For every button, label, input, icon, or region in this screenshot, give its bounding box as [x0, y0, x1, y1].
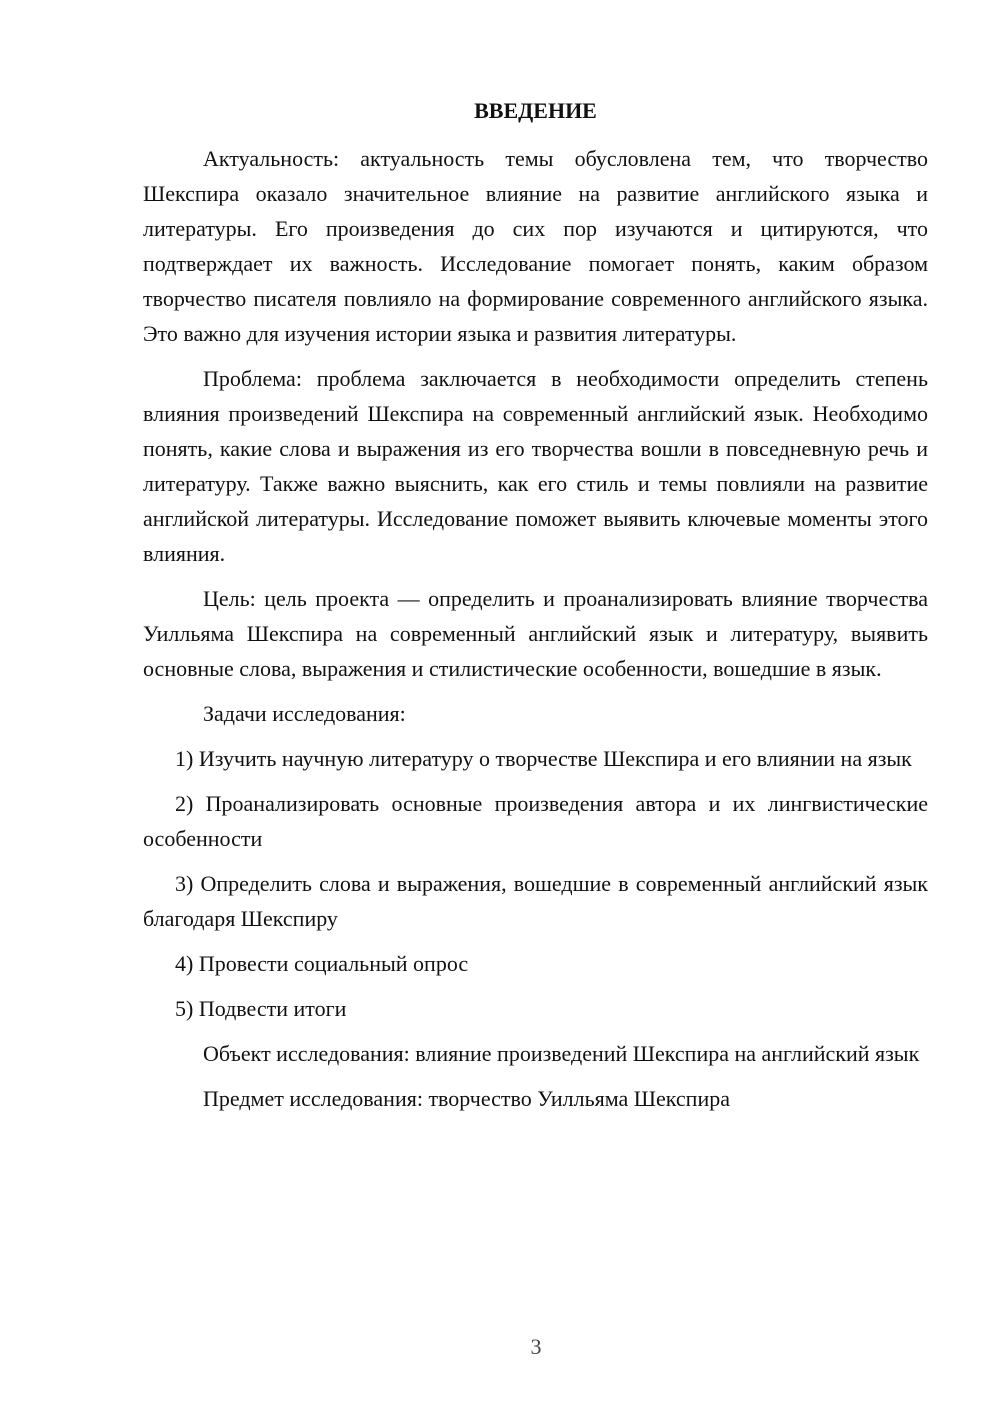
research-subject: Предмет исследования: творчество Уилльяма Шекспира — [203, 1086, 730, 1111]
paragraph-goal: Цель: цель проекта — определить и проанализировать влияние творчества Уилльяма Шекспира на современный английский язык и литературу, выявить основные слова, выражения и стилистические особенности, вошедшие в язык. — [143, 586, 928, 681]
paragraph-relevance: Актуальность: актуальность темы обусловлена тем, что творчество Шекспира оказало значительное влияние на развитие английского языка и литературы. Его произведения до сих пор изучаются и цитируются, что подтверждает их важность. Исследование помогает понять, каким образом творчество писателя повлияло на формирование современного английского языка. Это важно для изучения истории языка и развития литературы. — [143, 146, 928, 346]
task-item-2: 2) Проанализировать основные произведения автора и их лингвистические особенности — [143, 791, 928, 851]
task-item-1: 1) Изучить научную литературу о творчестве Шекспира и его влиянии на язык — [175, 746, 912, 771]
task-item-3: 3) Определить слова и выражения, вошедшие в современный английский язык благодаря Шекспиру — [143, 871, 928, 931]
task-item-4: 4) Провести социальный опрос — [175, 951, 469, 976]
research-object: Объект исследования: влияние произведений Шекспира на английский язык — [203, 1041, 920, 1066]
paragraph-problem: Проблема: проблема заключается в необходимости определить степень влияния произведений Шекспира на современный английский язык. Необходимо понять, какие слова и выражения из его творчества вошли в повседневную речь и литературу. Также важно выяснить, как его стиль и темы повлияли на развитие английской литературы. Исследование поможет выявить ключевые моменты этого влияния. — [143, 366, 928, 566]
section-heading: ВВЕДЕНИЕ — [474, 98, 597, 123]
page-number: 3 — [530, 1334, 542, 1359]
task-item-5: 5) Подвести итоги — [175, 996, 347, 1021]
tasks-heading: Задачи исследования: — [203, 701, 406, 726]
body-text — [143, 141, 928, 1126]
